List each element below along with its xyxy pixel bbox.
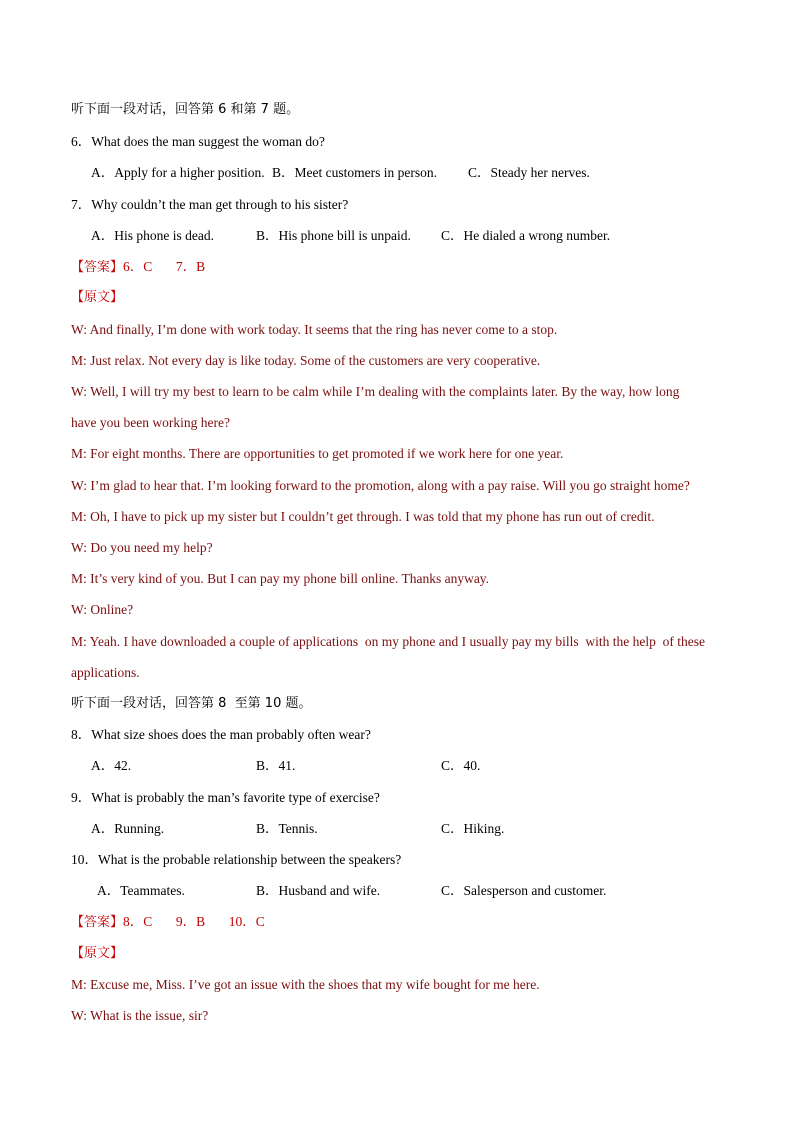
transcript-line: W: And finally, I’m done with work today. It seems that the ring has never come to a stop. [71,322,558,337]
transcript-line: M: Just relax. Not every day is like today. Some of the customers are very cooperative. [71,353,541,368]
question-8: 8．What size shoes does the man probably often wear? [71,727,371,742]
answer-text: 6．C 7．B [123,259,206,274]
q7-option-b: B．His phone bill is unpaid. [256,228,411,243]
original-label-2: 【原文】 [71,946,124,961]
q8-option-b: B．41. [256,758,296,773]
transcript-line: M: Yeah. I have downloaded a couple of applications on my phone and I usually pay my bills with the help of these [71,634,705,649]
original-label-1: 【原文】 [71,290,124,305]
transcript-line: M: Oh, I have to pick up my sister but I couldn’t get through. I was told that my phone has run out of credit. [71,509,655,524]
question-7: 7．Why couldn’t the man get through to his sister? [71,197,349,212]
q6-option-b: B．Meet customers in person. [272,165,437,180]
q9-option-b: B．Tennis. [256,821,318,836]
q6-option-a: A．Apply for a higher position. [91,165,265,180]
q9-option-c: C．Hiking. [441,821,505,836]
transcript-line: W: I’m glad to hear that. I’m looking forward to the promotion, along with a pay raise. Will you go straight home? [71,478,690,493]
transcript-line: M: It’s very kind of you. But I can pay my phone bill online. Thanks anyway. [71,571,490,586]
q6-option-c: C．Steady her nerves. [468,165,590,180]
question-10: 10．What is the probable relationship between the speakers? [71,852,402,867]
answer-label: 【答案】 [71,260,124,275]
transcript-line: W: Online? [71,602,134,617]
transcript-line: have you been working here? [71,415,230,430]
q10-option-b: B．Husband and wife. [256,883,381,898]
question-9: 9．What is probably the man’s favorite type of exercise? [71,790,380,805]
transcript-line: W: Well, I will try my best to learn to be calm while I’m dealing with the complaints later. By the way, how long [71,384,680,399]
transcript-line: M: For eight months. There are opportunities to get promoted if we work here for one year. [71,446,564,461]
answer-line-2 [71,913,265,932]
q8-option-a: A．42. [91,758,132,773]
transcript-line: applications. [71,665,140,680]
answer-line-1 [71,258,205,277]
q10-option-c: C．Salesperson and customer. [441,883,607,898]
transcript-line: W: Do you need my help? [71,540,213,555]
answer-label: 【答案】 [71,915,124,930]
q10-option-a: A．Teammates. [97,883,185,898]
answer-text: 8．C 9．B 10．C [123,914,265,929]
q7-option-c: C．He dialed a wrong number. [441,228,611,243]
question-6: 6．What does the man suggest the woman do? [71,134,325,149]
transcript-line: W: What is the issue, sir? [71,1008,209,1023]
q8-option-c: C．40. [441,758,481,773]
transcript-line: M: Excuse me, Miss. I’ve got an issue with the shoes that my wife bought for me here. [71,977,540,992]
section-heading-2: 听下面一段对话，回答第 8 至第 10 题。 [71,696,312,711]
section-heading-1: 听下面一段对话，回答第 6 和第 7 题。 [71,102,300,117]
q9-option-a: A．Running. [91,821,165,836]
q7-option-a: A．His phone is dead. [91,228,214,243]
